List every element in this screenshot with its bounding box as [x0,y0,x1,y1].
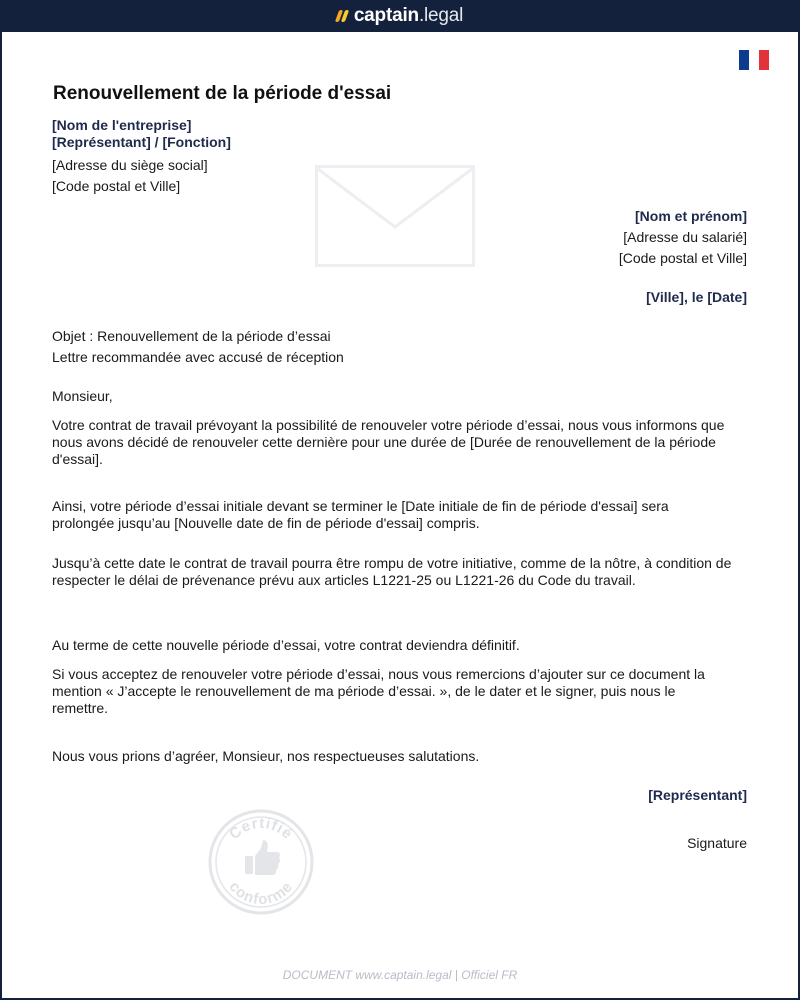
paragraph-extension: Ainsi, votre période d’essai initiale devant se terminer le [Date initiale de fin de période d'essai] sera prolongée jusqu’au [Nouvelle date de fin de période d'essai] compris. [52,498,669,531]
sender-representative: [Représentant] / [Fonction] [52,134,231,150]
stamp-bottom-textpath: conforme [225,878,297,909]
french-flag-icon[interactable] [739,50,769,70]
recipient-name: [Nom et prénom] [635,208,747,224]
recipient-address: [Adresse du salarié] [623,229,747,245]
logo-name-light: .legal [418,5,464,26]
paragraph-duration: Votre contrat de travail prévoyant la possibilité de renouveler votre période d’essai, nous vous informons que nous avons décidé de renouveler cette dernière pour une durée de [Durée de renouvellement de la période d'essai]. [52,417,725,467]
logo-text [354,5,463,27]
certified-stamp [207,808,315,916]
paragraph-definitive: Au terme de cette nouvelle période d’essai, votre contrat deviendra définitif. [52,637,520,653]
stamp-top-text [226,815,296,843]
recipient-postal-city: [Code postal et Ville] [618,250,747,266]
flag-stripe-blue [739,50,749,70]
logo-name-bold: captain [353,5,419,26]
flag-stripe-red [759,50,769,70]
sender-address: [Adresse du siège social] [52,157,208,173]
delivery-method: Lettre recommandée avec accusé de réception [52,349,344,365]
paragraph-closing: Nous vous prions d’agréer, Monsieur, nos respectueuses salutations. [52,748,480,764]
place-date: [Ville], le [Date] [646,289,747,305]
logo-mark-icon [335,10,349,22]
paragraph-acceptance: Si vous acceptez de renouveler votre période d’essai, nous vous remercions d’ajouter sur ce document la mention « J’accepte le renouvellement de ma période d’essai. », de le dater et le signer, puis nous le remettre. [52,666,705,716]
thumbs-up-icon [245,840,280,875]
subject-line: Objet : Renouvellement de la période d’essai [52,328,331,344]
flag-stripe-white [749,50,759,70]
signature-label: Signature [687,835,747,851]
stamp-bottom-text [226,878,297,908]
captain-legal-logo[interactable] [337,5,463,27]
sender-company: [Nom de l'entreprise] [52,117,192,133]
salutation: Monsieur, [52,388,113,404]
footer-source: DOCUMENT www.captain.legal | Officiel FR [282,968,518,982]
top-bar [0,0,800,32]
envelope-icon [315,165,475,267]
document-title: Renouvellement de la période d'essai [53,83,392,104]
sender-postal-city: [Code postal et Ville] [52,178,181,194]
paragraph-termination: Jusqu’à cette date le contrat de travail pourra être rompu de votre initiative, comme de la nôtre, à condition de respecter le délai de prévenance prévu aux articles L1221-25 ou L1221-26 du Code du travail. [52,555,732,588]
stamp-top-textpath: Certifié [226,814,297,844]
signer-name: [Représentant] [648,787,747,803]
